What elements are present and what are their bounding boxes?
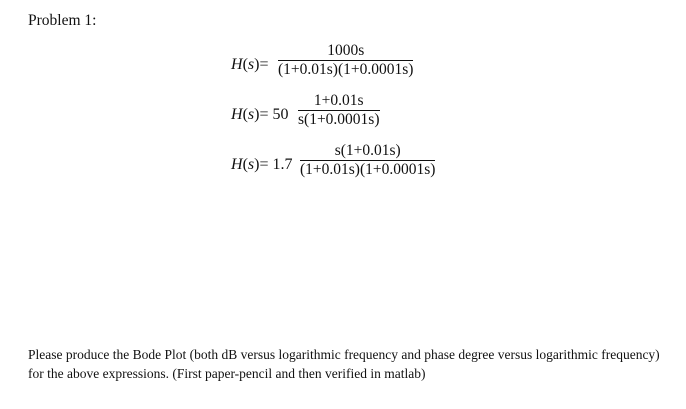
equation-3-numerator: s(1+0.01s) [334, 142, 401, 159]
equation-2-denominator: s(1+0.0001s) [298, 111, 380, 128]
equation-2-coefficient: 50 [272, 106, 289, 123]
problem-heading: Problem 1: [28, 12, 97, 29]
equation-2-fraction [298, 92, 380, 129]
equation-1-numerator: 1000s [327, 42, 365, 59]
equation-1-denominator: (1+0.01s)(1+0.0001s) [278, 61, 414, 78]
equation-1-lhs: H(s)= [231, 56, 269, 73]
equation-1-fraction [278, 42, 413, 79]
equation-2-numerator: 1+0.01s [313, 92, 364, 109]
equation-2-lhs: H(s)= 50 [231, 106, 289, 123]
instructions-paragraph: Please produce the Bode Plot (both dB versus logarithmic frequency and phase degree versus logarithmic frequency) for the above expressions. (First paper-pencil and then verified in matlab) [28, 347, 660, 381]
equation-3-denominator: (1+0.01s)(1+0.0001s) [300, 161, 436, 178]
equation-3-fraction [300, 142, 435, 179]
equation-3-lhs: H(s)= 1.7 [231, 156, 293, 173]
equation-3-coefficient: 1.7 [272, 156, 293, 173]
